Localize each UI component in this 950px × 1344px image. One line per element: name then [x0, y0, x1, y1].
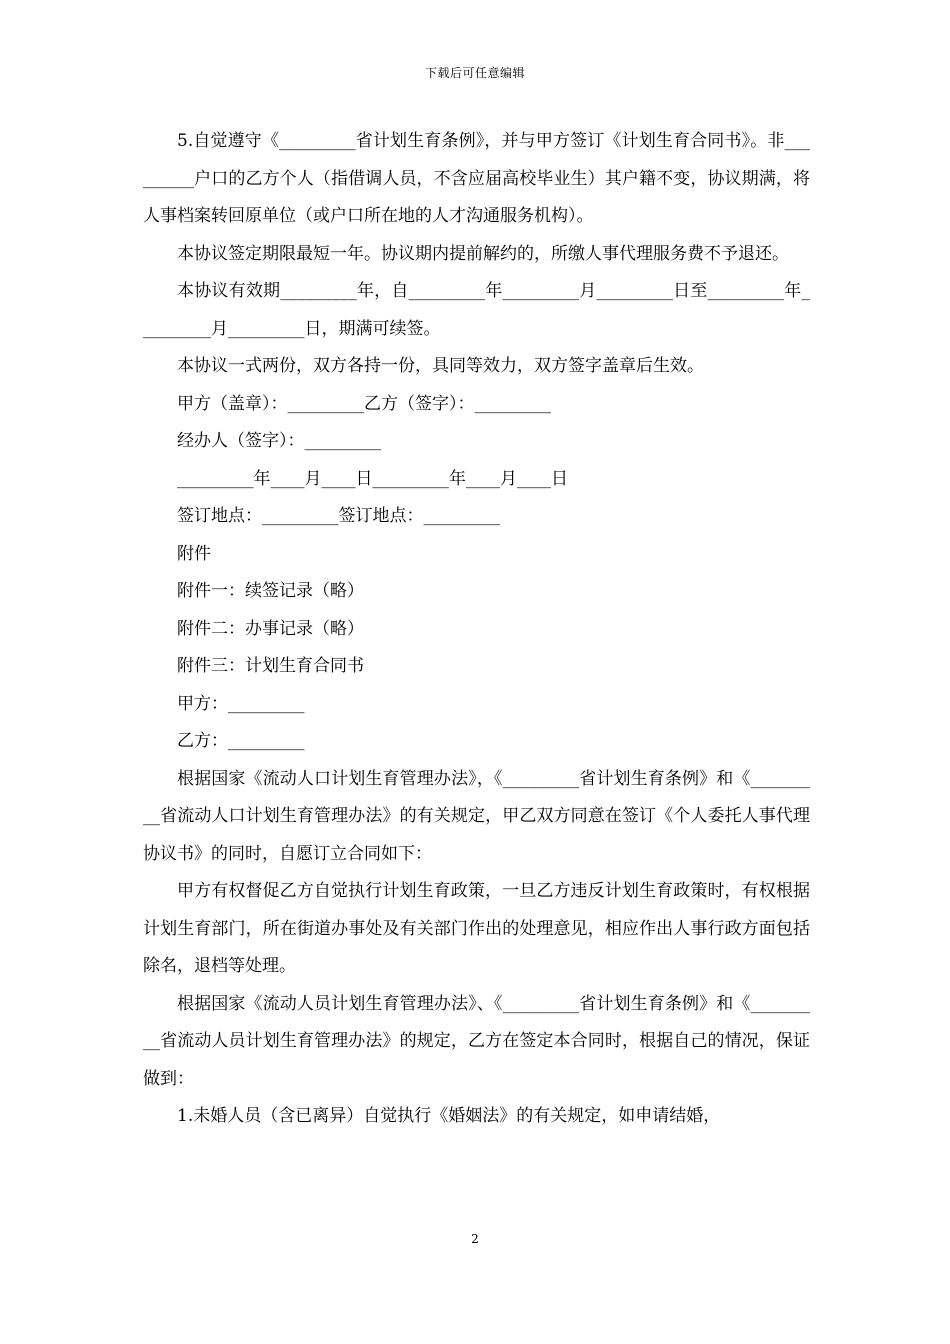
document-body — [143, 123, 810, 1136]
attachment-item: 附件三：计划生育合同书 — [177, 656, 364, 676]
paragraph: 根据国家《流动人员计划生育管理办法》、《_________省计划生育条例》和《_________省流动人员计划生育管理办法》的规定，乙方在签定本合同时，根据自己的情况，保证做到： — [143, 993, 810, 1089]
party-a-line: 甲方：_________ — [177, 693, 305, 714]
page-number: 2 — [471, 1232, 479, 1246]
attachments-heading: 附件 — [177, 543, 211, 564]
paragraph: 本协议一式两份，双方各持一份，具同等效力，双方签字盖章后生效。 — [177, 356, 704, 376]
paragraph: 本协议签定期限最短一年。协议期内提前解约的，所缴人事代理服务费不予退还。 — [177, 243, 789, 264]
signature-line-handler: 经办人（签字）：_________ — [177, 431, 381, 451]
paragraph: 1.未婚人员（含已离异）自觉执行《婚姻法》的有关规定，如申请结婚， — [177, 1106, 721, 1126]
attachment-item: 附件二：办事记录（略） — [177, 618, 364, 639]
page-header: 下载后可任意编辑 — [424, 66, 525, 80]
signing-place-line: 签订地点：_________签订地点：_________ — [177, 506, 500, 526]
paragraph: 本协议有效期_________年，自_________年_________月_________日至_________年_________月_________日，期满可续签。 — [143, 281, 810, 339]
paragraph: 根据国家《流动人口计划生育管理办法》，《_________省计划生育条例》和《_________省流动人口计划生育管理办法》的有关规定，甲乙双方同意在签订《个人委托人事代理协议书》的同时，自愿订立合同如下： — [143, 768, 810, 864]
paragraph: 5.自觉遵守《_________省计划生育条例》，并与甲方签订《计划生育合同书》。非_________户口的乙方个人（指借调人员，不含应届高校毕业生）其户籍不变，协议期满，将人事档案转回原单位（或户口所在地的人才沟通服务机构）。 — [143, 131, 810, 226]
attachment-item: 附件一：续签记录（略） — [177, 581, 364, 601]
signature-line-party-a-b: 甲方（盖章）：_________乙方（签字）：_________ — [177, 393, 551, 414]
paragraph: 甲方有权督促乙方自觉执行计划生育政策，一旦乙方违反计划生育政策时，有权根据计划生育部门，所在街道办事处及有关部门作出的处理意见，相应作出人事行政方面包括除名，退档等处理。 — [143, 881, 810, 976]
party-b-line: 乙方：_________ — [177, 731, 305, 751]
date-line: _________年____月____日_________年____月____日 — [177, 468, 568, 489]
